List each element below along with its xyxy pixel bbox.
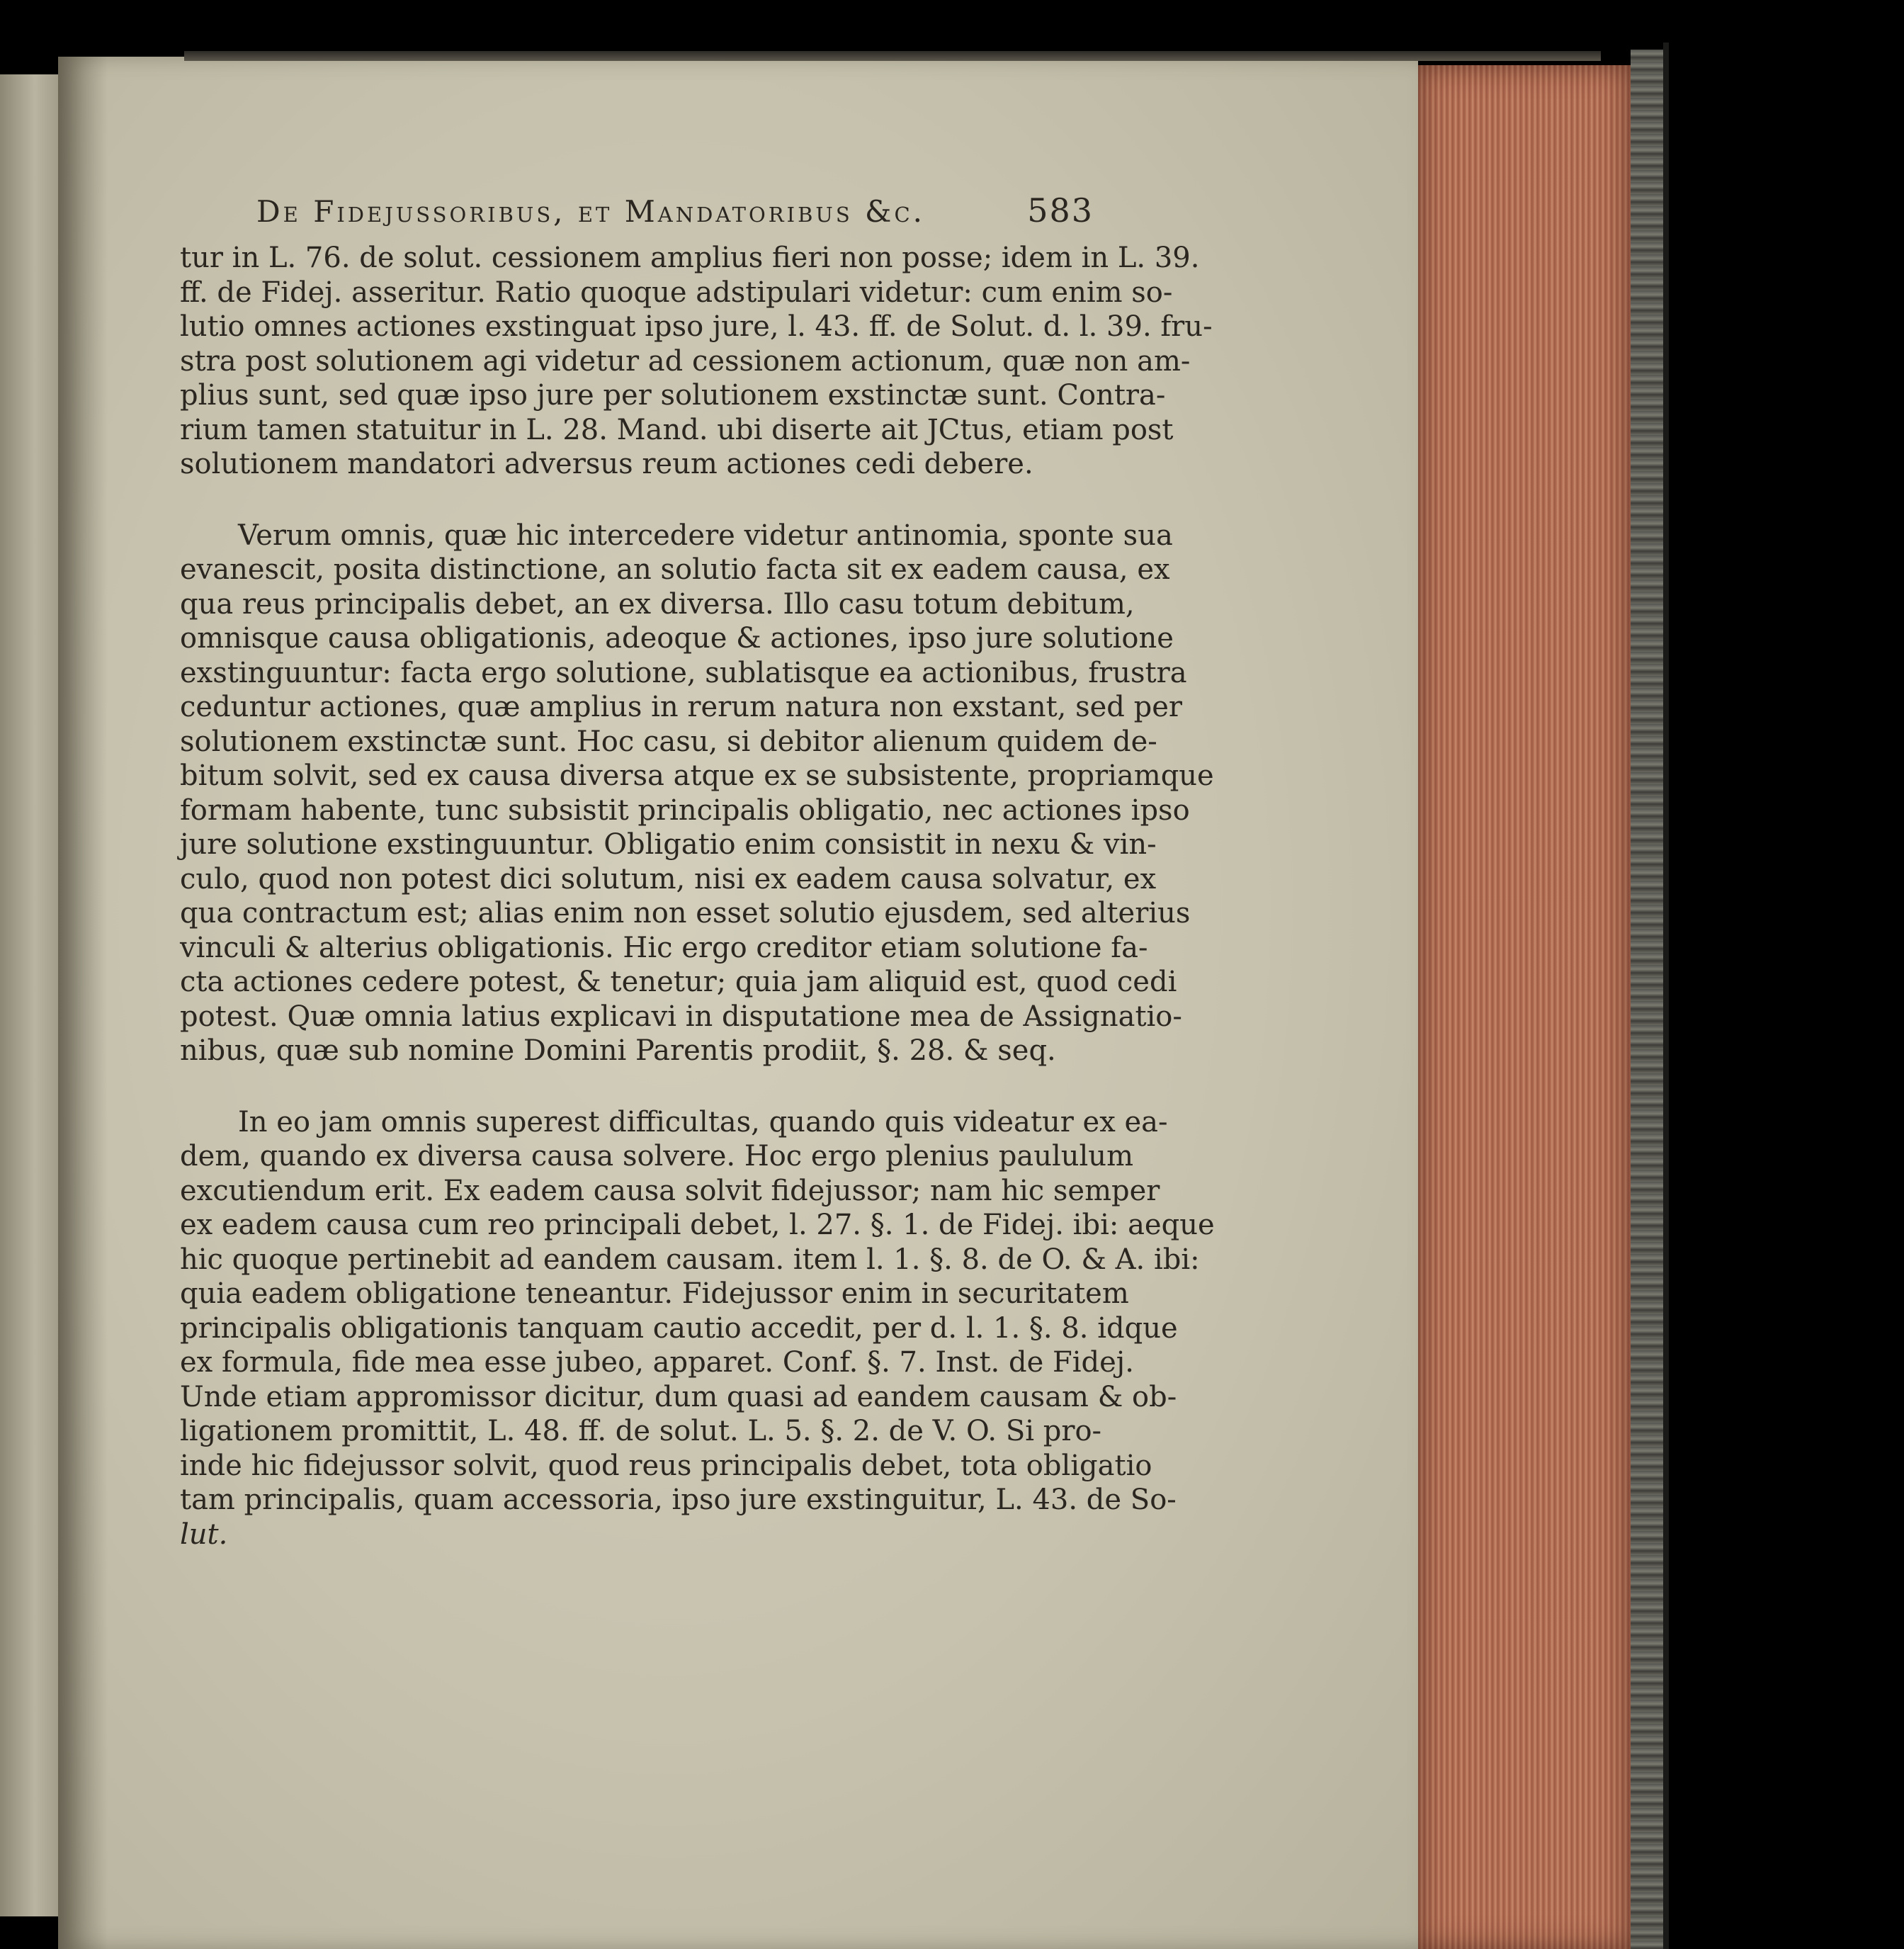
text-line: In eo jam omnis superest difficultas, quando quis videatur ex ea-	[238, 1105, 1168, 1139]
page-text	[180, 191, 1215, 1552]
text-line: inde hic fidejussor solvit, quod reus principalis debet, tota obligatio	[180, 1449, 1152, 1482]
text-line: exstinguuntur: facta ergo solutione, sublatisque ea actionibus, frustra	[180, 656, 1187, 689]
text-line: tur in L. 76. de solut. cessionem amplius fieri non posse; idem in L. 39.	[180, 242, 1200, 274]
text-line: ex formula, fide mea esse jubeo, apparet. Conf. §. 7. Inst. de Fidej.	[180, 1346, 1134, 1379]
text-line: nibus, quæ sub nomine Domini Parentis prodiit, §. 28. & seq.	[180, 1034, 1056, 1067]
text-line: Unde etiam appromissor dicitur, dum quasi ad eandem causam & ob-	[180, 1380, 1177, 1413]
cover-board-edge	[1663, 43, 1669, 1949]
text-line: stra post solutionem agi videtur ad cessionem actionum, quæ non am-	[180, 344, 1191, 378]
page-block-edges	[1418, 65, 1631, 1949]
text-line: evanescit, posita distinctione, an solutio facta sit ex eadem causa, ex	[180, 553, 1170, 586]
text-line: omnisque causa obligationis, adeoque & actiones, ipso jure solutione	[180, 622, 1174, 655]
catchword: lut.	[180, 1518, 228, 1551]
text-line: ligationem promittit, L. 48. ff. de solut. L. 5. §. 2. de V. O. Si pro-	[180, 1415, 1102, 1447]
text-line: jure solutione exstinguuntur. Obligatio enim consistit in nexu & vin-	[180, 828, 1157, 861]
text-line: solutionem exstinctæ sunt. Hoc casu, si debitor alienum quidem de-	[180, 725, 1157, 758]
text-line: ex eadem causa cum reo principali debet, l. 27. §. 1. de Fidej. ibi: aeque	[180, 1209, 1215, 1241]
text-line: solutionem mandatori adversus reum actiones cedi debere.	[180, 448, 1033, 480]
text-line: bitum solvit, sed ex causa diversa atque ex se subsistente, propriamque	[180, 759, 1214, 792]
text-line: Verum omnis, quæ hic intercedere videtur antinomia, sponte sua	[238, 519, 1173, 552]
paragraph-2	[180, 519, 1214, 1068]
cover-board	[1631, 50, 1663, 1949]
running-head	[256, 191, 1094, 241]
text-line: cta actiones cedere potest, & tenetur; quia jam aliquid est, quod cedi	[180, 966, 1177, 998]
text-line: excutiendum erit. Ex eadem causa solvit fidejussor; nam hic semper	[180, 1174, 1160, 1207]
running-head-title: De Fidejussoribus, et Mandatoribus &c.	[256, 194, 925, 229]
text-line: qua contractum est; alias enim non esset solutio ejusdem, sed alterius	[180, 897, 1191, 930]
paragraph-1	[180, 241, 1213, 482]
text-line: lutio omnes actiones exstinguat ipso jure, l. 43. ff. de Solut. d. l. 39. fru-	[180, 310, 1213, 343]
text-line: culo, quod non potest dici solutum, nisi ex eadem causa solvatur, ex	[180, 862, 1157, 896]
text-line: quia eadem obligatione teneantur. Fidejussor enim in securitatem	[180, 1277, 1129, 1310]
previous-page-edge	[0, 74, 60, 1916]
binding-top-edge	[184, 51, 1601, 61]
text-line: potest. Quæ omnia latius explicavi in disputatione mea de Assignatio-	[180, 1000, 1182, 1033]
paragraph-3	[180, 1105, 1215, 1552]
text-line: principalis obligationis tanquam cautio accedit, per d. l. 1. §. 8. idque	[180, 1311, 1178, 1345]
text-line: vinculi & alterius obligationis. Hic ergo creditor etiam solutione fa-	[180, 931, 1148, 964]
text-line: hic quoque pertinebit ad eandem causam. item l. 1. §. 8. de O. & A. ibi:	[180, 1243, 1200, 1276]
text-line: qua reus principalis debet, an ex diversa. Illo casu totum debitum,	[180, 587, 1135, 621]
text-line: plius sunt, sed quæ ipso jure per solutionem exstinctæ sunt. Contra-	[180, 379, 1166, 412]
gutter-shadow	[58, 57, 108, 1949]
text-line: ceduntur actiones, quæ amplius in rerum natura non exstant, sed per	[180, 691, 1183, 723]
text-line: dem, quando ex diversa causa solvere. Hoc ergo plenius paululum	[180, 1140, 1133, 1173]
text-line: rium tamen statuitur in L. 28. Mand. ubi diserte ait JCtus, etiam post	[180, 413, 1174, 446]
page-number: 583	[1027, 191, 1094, 230]
text-line: tam principalis, quam accessoria, ipso jure exstinguitur, L. 43. de So-	[180, 1484, 1177, 1516]
text-line: formam habente, tunc subsistit principalis obligatio, nec actiones ipso	[180, 793, 1190, 827]
text-line: ff. de Fidej. asseritur. Ratio quoque adstipulari videtur: cum enim so-	[180, 276, 1173, 309]
